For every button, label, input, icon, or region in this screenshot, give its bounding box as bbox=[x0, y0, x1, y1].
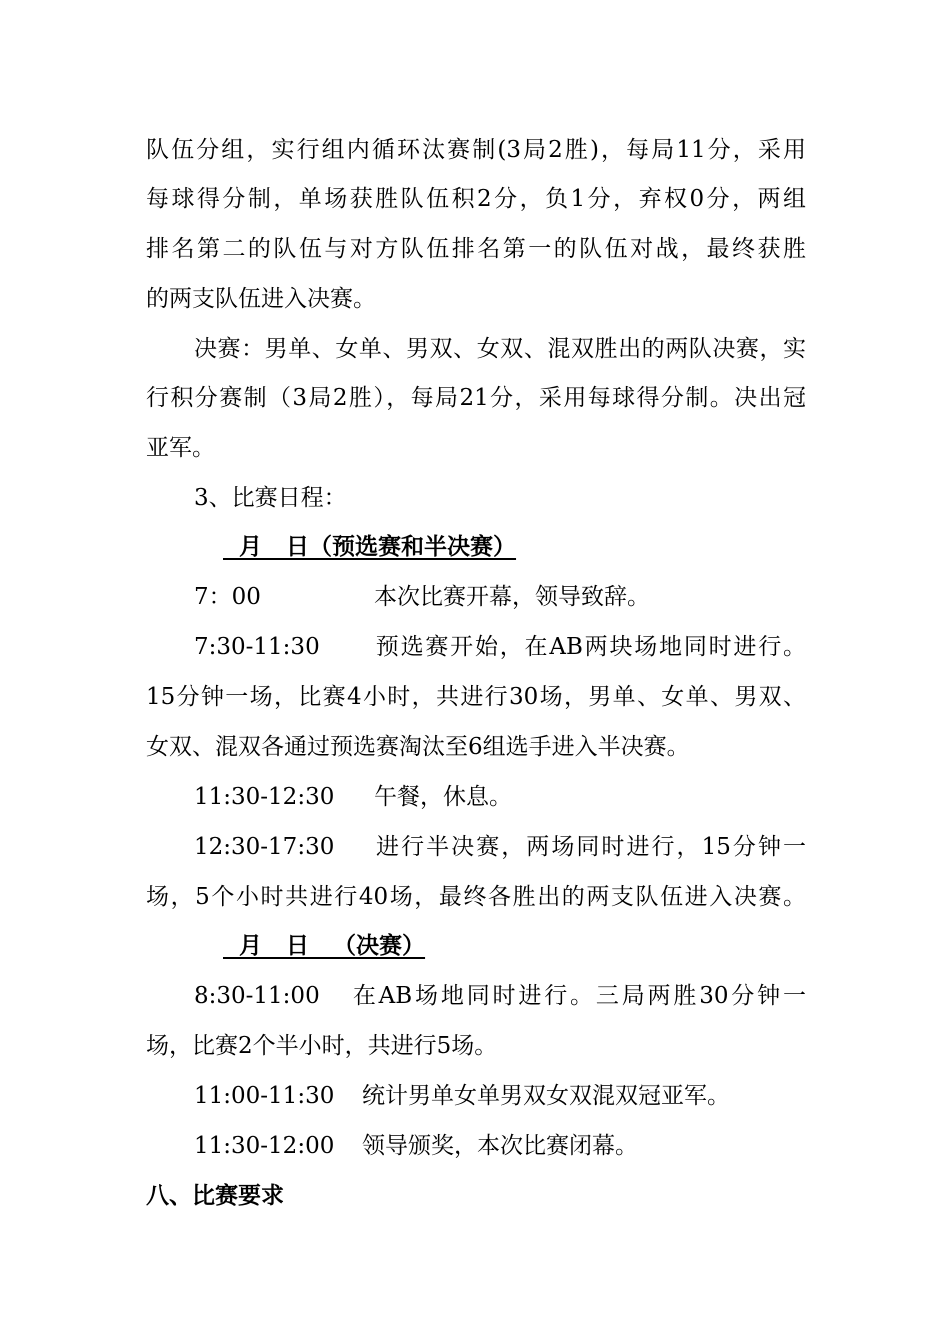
schedule-continuation: 15分钟一场，比赛4小时，共进行30场，男单、女单、男双、 bbox=[146, 684, 806, 710]
schedule-text: 进行半决赛，两场同时进行，15分钟一 bbox=[374, 834, 806, 860]
schedule-item bbox=[194, 781, 512, 813]
schedule-time: 8:30-11:00 bbox=[194, 983, 320, 1009]
paragraph-line: 每球得分制，单场获胜队伍积2分，负1分，弃权0分，两组 bbox=[146, 186, 806, 212]
schedule-item bbox=[194, 980, 806, 1012]
schedule-time: 11:00-11:30 bbox=[194, 1083, 335, 1109]
schedule-text: 午餐，休息。 bbox=[374, 784, 512, 810]
schedule-time: 7：00 bbox=[194, 584, 261, 610]
schedule-time: 12:30-17:30 bbox=[194, 834, 335, 860]
schedule-item bbox=[194, 581, 650, 613]
schedule-continuation: 场，比赛2个半小时，共进行5场。 bbox=[146, 1033, 498, 1059]
day1-title: 月 日（预选赛和半决赛） bbox=[223, 533, 517, 560]
schedule-text: 本次比赛开幕，领导致辞。 bbox=[374, 584, 650, 610]
schedule-text: 领导颁奖，本次比赛闭幕。 bbox=[362, 1133, 638, 1159]
paragraph-line: 的两支队伍进入决赛。 bbox=[146, 286, 376, 312]
schedule-item bbox=[194, 1080, 730, 1112]
paragraph-line: 决赛：男单、女单、男双、女双、混双胜出的两队决赛，实 bbox=[194, 336, 806, 362]
schedule-time: 7:30-11:30 bbox=[194, 634, 320, 660]
paragraph-line: 排名第二的队伍与对方队伍排名第一的队伍对战，最终获胜 bbox=[146, 236, 806, 262]
schedule-time: 11:30-12:00 bbox=[194, 1133, 335, 1159]
schedule-continuation: 女双、混双各通过预选赛淘汰至6组选手进入半决赛。 bbox=[146, 734, 690, 760]
schedule-item bbox=[194, 1130, 638, 1162]
schedule-text: 预选赛开始，在AB两块场地同时进行。 bbox=[374, 634, 806, 660]
day2-title: 月 日 （决赛） bbox=[223, 932, 426, 959]
schedule-item bbox=[194, 831, 806, 863]
schedule-title: 3、比赛日程： bbox=[194, 485, 347, 511]
schedule-time: 11:30-12:30 bbox=[194, 784, 335, 810]
schedule-item bbox=[194, 631, 806, 663]
schedule-text: 统计男单女单男双女双混双冠亚军。 bbox=[362, 1083, 730, 1109]
paragraph-line: 亚军。 bbox=[146, 435, 215, 461]
paragraph-line: 行积分赛制（3局2胜），每局21分，采用每球得分制。决出冠 bbox=[146, 385, 806, 411]
schedule-text: 在AB场地同时进行。三局两胜30分钟一 bbox=[350, 983, 806, 1009]
paragraph-line: 队伍分组，实行组内循环汰赛制(3局2胜)，每局11分，采用 bbox=[146, 137, 806, 163]
schedule-continuation: 场，5个小时共进行40场，最终各胜出的两支队伍进入决赛。 bbox=[146, 884, 806, 910]
section-heading: 八、比赛要求 bbox=[146, 1183, 284, 1209]
